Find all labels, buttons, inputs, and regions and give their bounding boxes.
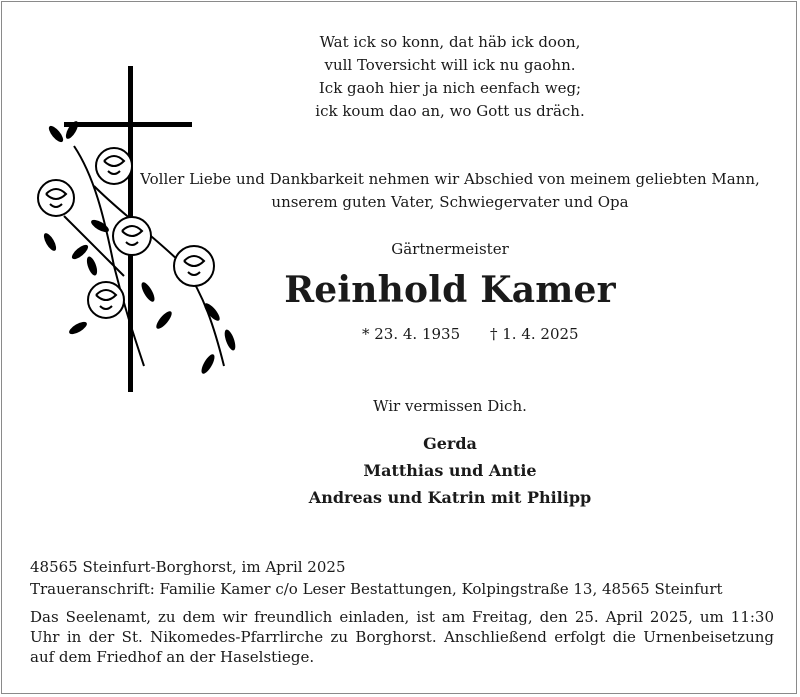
birth-date: * 23. 4. 1935 xyxy=(362,325,461,343)
mourning-address: Traueranschrift: Familie Kamer c/o Leser Bestattungen, Kolpingstraße 13, 48565 Steinfurt xyxy=(30,580,723,598)
service-notice: Das Seelenamt, zu dem wir freundlich einladen, ist am Freitag, den 25. April 2025, um 11:30 Uhr in der St. Nikomedes-Pfarrlirche zu Borghorst. Anschließend erfolgt die Urnenbeisetzung auf dem Friedhof an der Haselstiege. xyxy=(30,608,774,666)
farewell-line: unserem guten Vater, Schwiegervater und Opa xyxy=(271,193,629,211)
mourner-name: Gerda xyxy=(423,434,477,453)
mourner-name: Matthias und Antie xyxy=(363,461,537,480)
occupation: Gärtnermeister xyxy=(391,240,509,258)
mourners-list xyxy=(130,430,770,511)
poem-line: Wat ick so konn, dat häb ick doon, xyxy=(319,33,581,51)
place-date: 48565 Steinfurt-Borghorst, im April 2025 xyxy=(30,558,346,576)
farewell-line: Voller Liebe und Dankbarkeit nehmen wir Abschied von meinem geliebten Mann, xyxy=(140,170,760,188)
poem-line: ick koum dao an, wo Gott us dräch. xyxy=(315,102,585,120)
poem xyxy=(130,31,770,123)
deceased-name: Reinhold Kamer xyxy=(284,269,616,311)
poem-line: vull Toversicht will ick nu gaohn. xyxy=(324,56,576,74)
death-date: † 1. 4. 2025 xyxy=(490,325,579,343)
poem-line: Ick gaoh hier ja nich eenfach weg; xyxy=(318,79,582,97)
mourner-name: Andreas und Katrin mit Philipp xyxy=(308,488,592,507)
miss-text: Wir vermissen Dich. xyxy=(373,397,527,415)
farewell-text xyxy=(130,168,770,214)
